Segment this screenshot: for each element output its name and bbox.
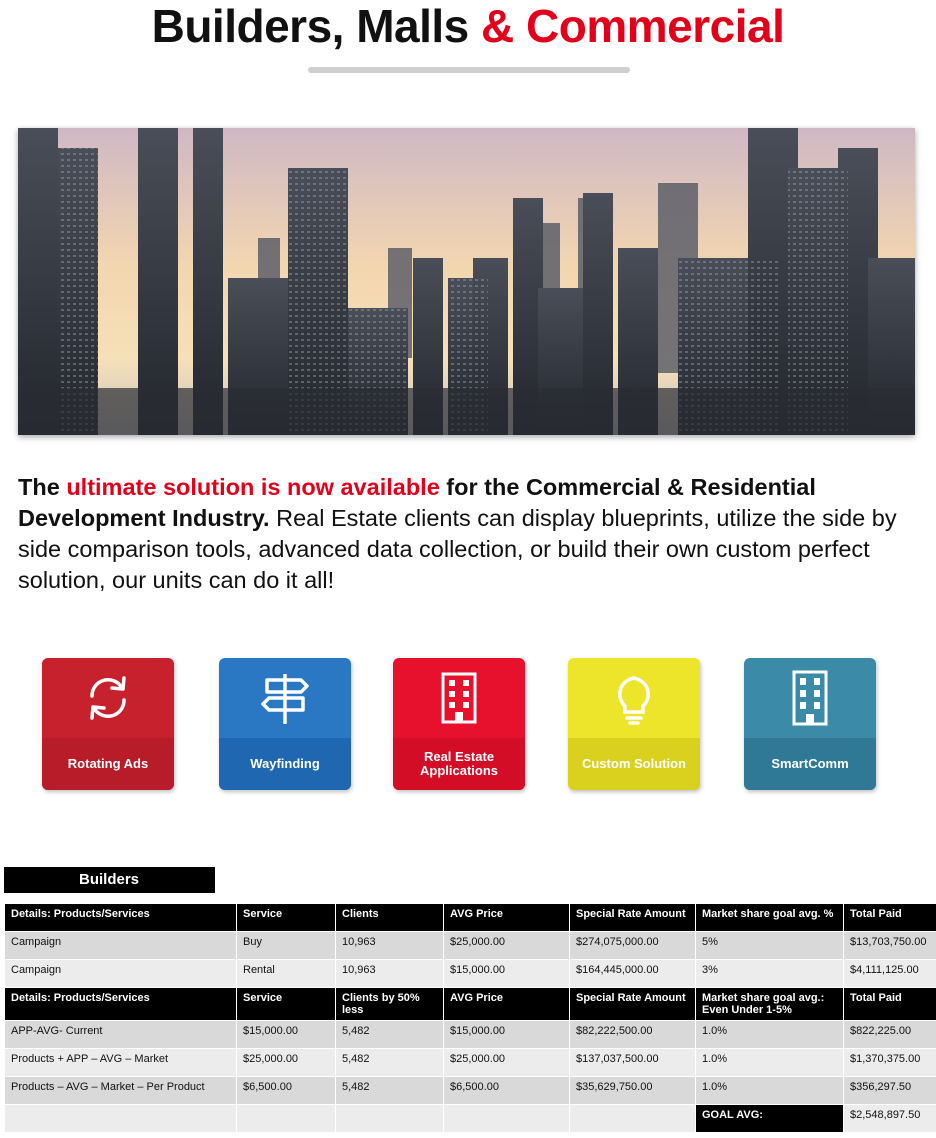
header-cell: Clients by 50% less [336,988,444,1021]
table-header-row [5,904,936,932]
goal-value: $2,548,897.50 [844,1105,936,1133]
table-title: Builders [4,867,215,893]
table-cell: $25,000.00 [237,1049,336,1077]
intro-body-text: Real Estate clients can display blueprints, utilize the side by side comparison tools, advanced data collection, or build their own custom perfect solution, our units can do it all! [18,505,897,593]
header-cell: AVG Price [444,988,570,1021]
table-cell: $15,000.00 [444,1021,570,1049]
header-cell: Market share goal avg.: Even Under 1-5% [696,988,844,1021]
title-part-2: & Commercial [481,0,785,52]
table-cell: $822,225.00 [844,1021,936,1049]
page-title [0,0,936,52]
header-cell: Special Rate Amount [570,904,696,932]
table-row [5,1077,936,1105]
table-cell: 5,482 [336,1077,444,1105]
tile-real-estate-applications[interactable] [393,658,525,790]
table-cell: Products + APP – AVG – Market [5,1049,237,1077]
table-cell: 3% [696,960,844,988]
table-cell: $82,222,500.00 [570,1021,696,1049]
table-cell: 10,963 [336,932,444,960]
table-cell: $15,000.00 [237,1021,336,1049]
header-cell: Service [237,904,336,932]
goal-label: GOAL AVG: [696,1105,844,1133]
table-cell: Rental [237,960,336,988]
table-cell: Products – AVG – Market – Per Product [5,1077,237,1105]
signpost-icon [219,658,351,738]
tile-label: Custom Solution [568,738,700,790]
rotate-icon [42,658,174,738]
building-icon [393,658,525,738]
table-cell: $137,037,500.00 [570,1049,696,1077]
header-cell: Clients [336,904,444,932]
intro-highlight: ultimate solution is now available [66,474,440,500]
hero-skyline-image [18,128,915,435]
header-cell: Market share goal avg. % [696,904,844,932]
table-cell: $6,500.00 [237,1077,336,1105]
table-cell: $25,000.00 [444,932,570,960]
table-cell: $35,629,750.00 [570,1077,696,1105]
header-cell: AVG Price [444,904,570,932]
table-cell: $1,370,375.00 [844,1049,936,1077]
table-header-row [5,988,936,1021]
table-cell: 5% [696,932,844,960]
table-cell: $274,075,000.00 [570,932,696,960]
table-cell: 5,482 [336,1049,444,1077]
table-cell [570,1105,696,1133]
tile-rotating-ads[interactable] [42,658,174,790]
tile-label: SmartComm [744,738,876,790]
office-building-icon [744,658,876,738]
table-cell: 1.0% [696,1077,844,1105]
tile-custom-solution[interactable] [568,658,700,790]
tile-smartcomm[interactable] [744,658,876,790]
table-row [5,1021,936,1049]
table-cell: $4,111,125.00 [844,960,936,988]
table-cell: $356,297.50 [844,1077,936,1105]
table-row [5,932,936,960]
table-cell: $13,703,750.00 [844,932,936,960]
table-cell: APP-AVG- Current [5,1021,237,1049]
header-cell: Total Paid [844,904,936,932]
lightbulb-icon [568,658,700,738]
table-cell: Campaign [5,960,237,988]
intro-bold-text: for the Commercial & Residential Development Industry. [18,474,816,531]
table-cell [336,1105,444,1133]
pricing-table [4,903,936,1133]
table-cell [237,1105,336,1133]
tile-label: Wayfinding [219,738,351,790]
header-cell: Details: Products/Services [5,904,237,932]
table-cell: Campaign [5,932,237,960]
table-row [5,1049,936,1077]
tile-wayfinding[interactable] [219,658,351,790]
table-row [5,960,936,988]
table-cell: 5,482 [336,1021,444,1049]
title-divider [308,67,630,73]
table-cell: $164,445,000.00 [570,960,696,988]
table-cell: $15,000.00 [444,960,570,988]
tile-label: Real Estate Applications [393,738,525,790]
header-cell: Details: Products/Services [5,988,237,1021]
table-cell: $6,500.00 [444,1077,570,1105]
intro-lead: The [18,474,67,500]
table-cell: $25,000.00 [444,1049,570,1077]
table-cell [5,1105,237,1133]
tile-label: Rotating Ads [42,738,174,790]
table-cell: 1.0% [696,1021,844,1049]
header-cell: Total Paid [844,988,936,1021]
table-cell: 1.0% [696,1049,844,1077]
table-cell: 10,963 [336,960,444,988]
table-cell: Buy [237,932,336,960]
header-cell: Special Rate Amount [570,988,696,1021]
header-cell: Service [237,988,336,1021]
table-cell [444,1105,570,1133]
table-goal-row [5,1105,936,1133]
intro-paragraph [18,472,923,596]
title-part-1: Builders, Malls [151,0,482,52]
